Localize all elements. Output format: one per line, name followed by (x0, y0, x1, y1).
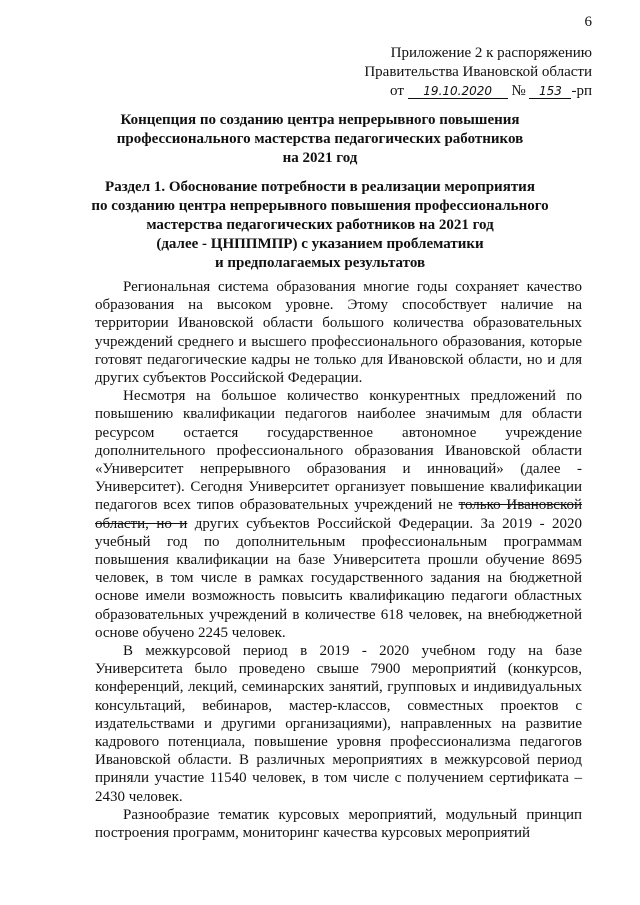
appendix-header (262, 44, 592, 101)
number-value: 153 (529, 84, 571, 99)
struck-text: только Ивановской области, но и (95, 497, 583, 532)
appendix-date-line (262, 82, 592, 101)
section-line-4: (далее - ЦНППМПР) с указанием проблематики (156, 236, 484, 252)
date-prefix: от (390, 83, 404, 99)
paragraph-2-part-1: Несмотря на большое количество конкурентных предложений по повышению квалификации педагогов наиболее значимым для области ресурсом остается государственное автономное учреждение дополнительного профессионального образования Ивановской области «Университет непрерывного образования и инноваций» (далее - Университет). Сегодня Университет организует повышение квалификации педагогов всех типов образовательных учреждений не (95, 388, 582, 514)
page-number: 6 (584, 14, 592, 30)
section-line-3: мастерства педагогических работников на 2021 год (146, 217, 494, 233)
section-line-5: и предполагаемых результатов (214, 255, 426, 271)
date-value: 19.10.2020 (408, 84, 508, 99)
title-line-1: Концепция по созданию центра непрерывного повышения (120, 112, 520, 128)
number-sign: № (511, 83, 526, 99)
body-text (95, 278, 582, 842)
section-line-2: по созданию центра непрерывного повышения профессионального (91, 198, 549, 214)
title-line-3: на 2021 год (282, 150, 358, 166)
section-line-1: Раздел 1. Обоснование потребности в реализации мероприятия (105, 179, 535, 195)
document-title (60, 111, 580, 168)
paragraph-2-part-2: других субъектов Российской Федерации. За 2019 - 2020 учебный год по дополнительным профессиональным программам повышения квалификации на базе Университета прошли обучение 8695 человек, в том числе в рамках государственного задания на бюджетной основе имели возможность повысить квалификацию педагоги областных образовательных учреждений в количестве 618 человек, на внебюджетной основе обучено 2245 человек. (95, 515, 583, 641)
number-suffix: -рп (571, 83, 592, 99)
title-line-2: профессионального мастерства педагогических работников (116, 131, 524, 147)
appendix-line-2: Правительства Ивановской области (364, 64, 592, 80)
section-title (60, 178, 580, 273)
paragraph-4: Разнообразие тематик курсовых мероприятий, модульный принцип построения программ, мониторинг качества курсовых мероприятий (95, 806, 582, 842)
paragraph-1: Региональная система образования многие годы сохраняет качество образования на высоком уровне. Этому способствует наличие на территории Ивановской области большого количества образовательных учреждений среднего и высшего профессионального образования, которые готовят педагогические кадры не только для Ивановской области, но и для других субъектов Российской Федерации. (95, 279, 582, 387)
appendix-line-1: Приложение 2 к распоряжению (390, 45, 592, 61)
paragraph-3: В межкурсовой период в 2019 - 2020 учебном году на базе Университета было проведено свыше 7900 мероприятий (конкурсов, конференций, лекций, семинарских занятий, групповых и индивидуальных консультаций, вебинаров, мастер-классов, совместных проектов с издательствами и другими организациями), направленных на развитие кадрового потенциала, повышение уровня профессионализма педагогов Ивановской области. В различных мероприятиях в межкурсовой период приняли участие 11540 человек, в том числе с получением сертификата – 2430 человек. (95, 643, 582, 805)
paragraph-2 (95, 387, 582, 642)
